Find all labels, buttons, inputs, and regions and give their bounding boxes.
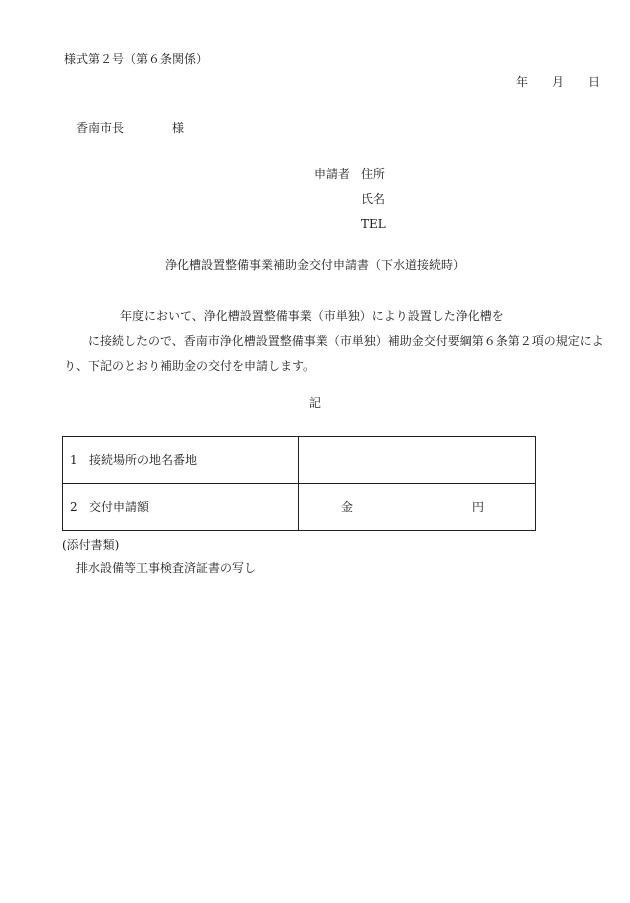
table-row (63, 437, 536, 484)
table-cell-label (63, 437, 299, 484)
ki-heading: 記 (308, 396, 321, 410)
applicant-tel-label: TEL (361, 217, 386, 231)
body-line-1: 年度において、浄化槽設置整備事業（市単独）により設置した浄化槽を (120, 309, 504, 323)
applicant-block (314, 167, 386, 242)
date-line (516, 76, 600, 88)
applicant-name-label: 氏名 (361, 192, 386, 206)
row-number: 1 (70, 453, 78, 467)
document-title: 浄化槽設置整備事業補助金交付申請書（下水道接続時） (164, 258, 465, 272)
date-month-label: 月 (551, 75, 564, 89)
application-body (64, 304, 604, 379)
date-day-label: 日 (587, 75, 600, 89)
connection-location-field[interactable] (299, 437, 536, 484)
amount-suffix: 円 (472, 500, 485, 514)
form-number: 様式第２号（第６条関係） (64, 52, 209, 66)
date-year-label: 年 (516, 75, 529, 89)
attachments-heading: (添付書類) (62, 538, 120, 552)
amount-prefix: 金 (341, 500, 354, 514)
body-line-3: り、下記のとおり補助金の交付を申請します。 (64, 359, 316, 373)
application-amount-label: 交付申請額 (89, 500, 150, 514)
applicant-address-label: 住所 (361, 167, 386, 181)
body-line-2: に接続したので、香南市浄化槽設置整備事業（市単独）補助金交付要綱第６条第２項の規定によ (88, 334, 604, 348)
detail-table (62, 436, 536, 531)
table-cell-label (63, 484, 299, 531)
table-row (63, 484, 536, 531)
row-number: 2 (70, 500, 78, 514)
addressee-honorific: 様 (172, 121, 185, 135)
addressee (76, 122, 184, 134)
connection-location-label: 接続場所の地名番地 (89, 453, 198, 467)
application-amount-field[interactable] (299, 484, 536, 531)
applicant-label: 申請者 (314, 167, 351, 181)
attachment-item: 排水設備等工事検査済証書の写し (76, 561, 257, 575)
addressee-name: 香南市長 (76, 121, 125, 135)
